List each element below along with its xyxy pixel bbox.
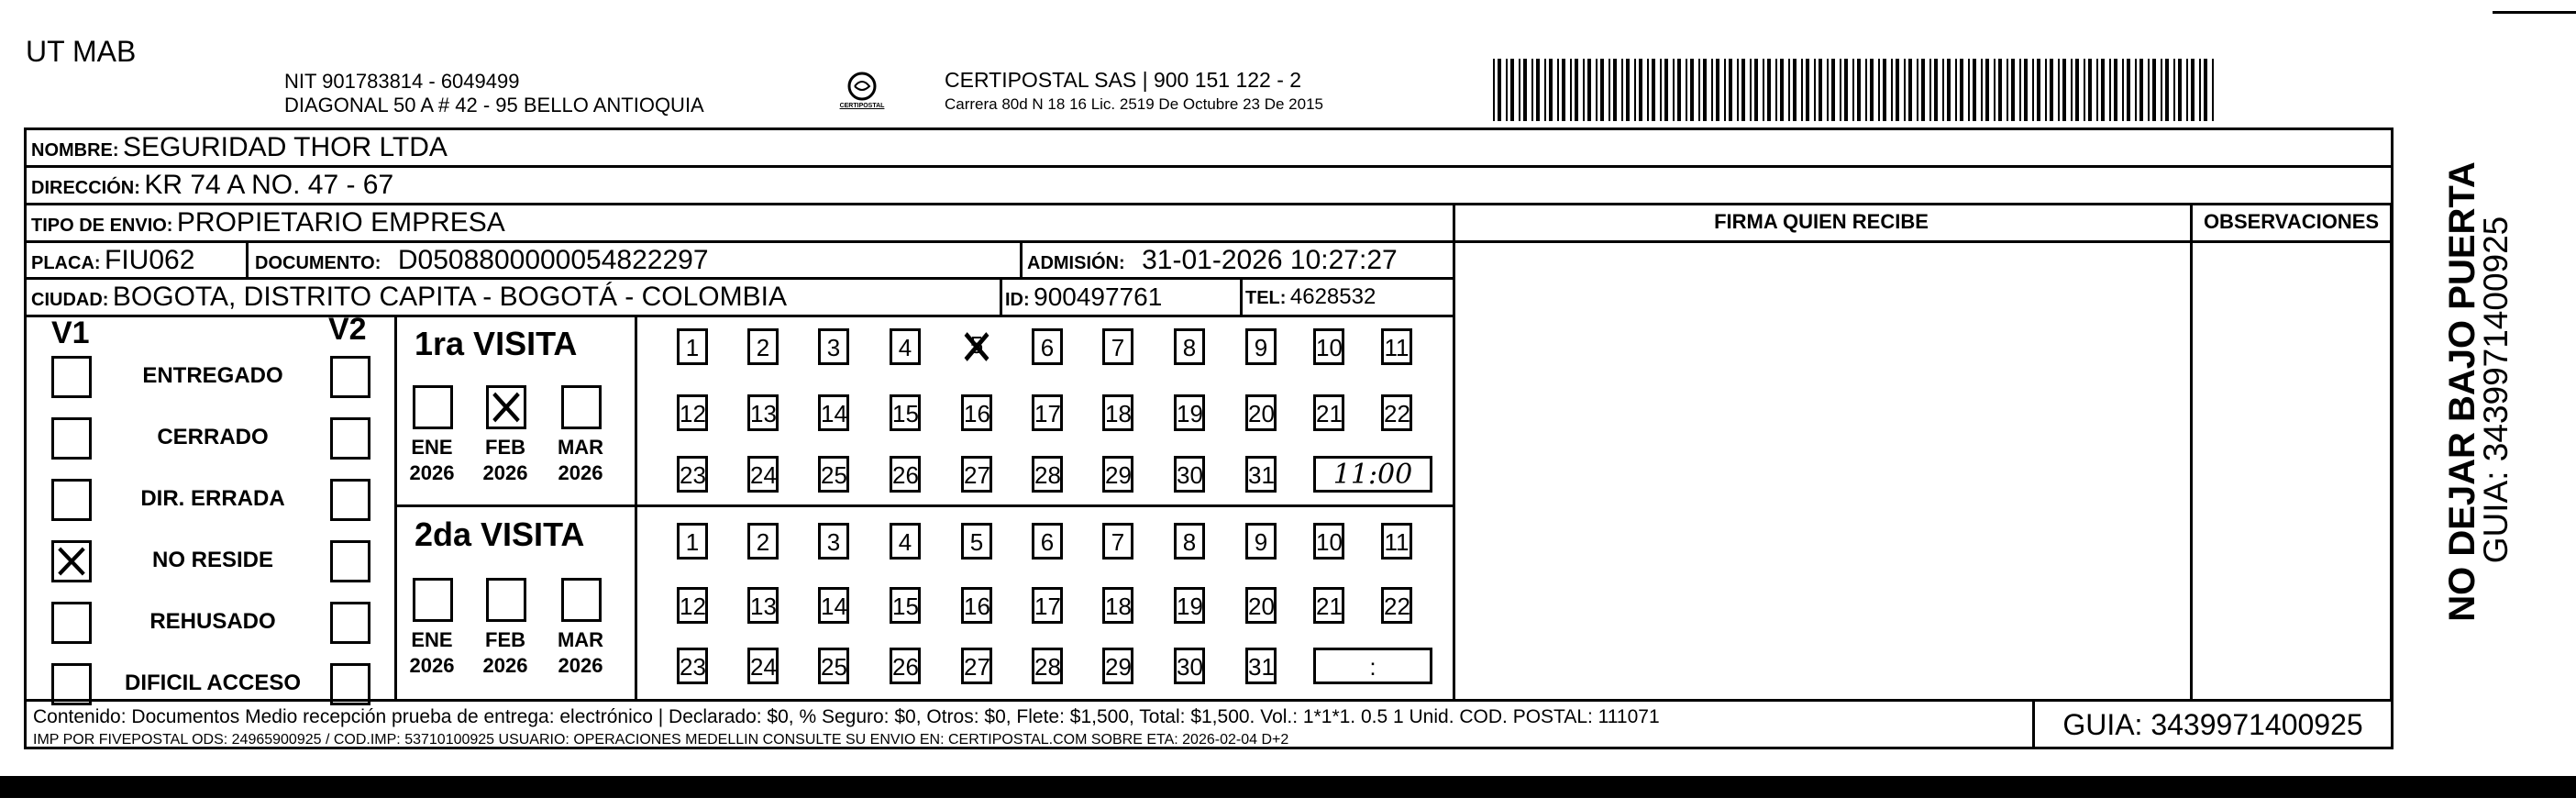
day-number: 5 — [969, 331, 984, 359]
day-box[interactable] — [747, 456, 779, 493]
firma-header: FIRMA QUIEN RECIBE — [1714, 210, 1929, 233]
v1-checkbox[interactable] — [51, 540, 92, 582]
day-number: 22 — [1384, 593, 1410, 620]
day-box[interactable] — [818, 648, 849, 684]
day-number: 27 — [964, 653, 990, 681]
v1-header: V1 — [51, 316, 90, 350]
day-box[interactable] — [747, 394, 779, 431]
day-number: 11 — [1384, 528, 1410, 556]
documento-label: DOCUMENTO: — [255, 253, 381, 273]
day-number: 10 — [1316, 334, 1343, 361]
day-number: 29 — [1105, 461, 1132, 489]
direccion-value: KR 74 A NO. 47 - 67 — [144, 170, 394, 200]
month-year: 2026 — [558, 654, 603, 677]
day-box[interactable] — [818, 456, 849, 493]
id-label: ID: — [1005, 290, 1030, 310]
day-number: 21 — [1316, 593, 1343, 620]
month-checkbox[interactable] — [413, 578, 453, 622]
month-year: 2026 — [482, 654, 528, 677]
month-label — [548, 435, 613, 486]
day-number: 28 — [1034, 461, 1061, 489]
month-year: 2026 — [482, 461, 528, 484]
status-label: CERRADO — [157, 425, 269, 449]
company-name: UT MAB — [26, 35, 137, 68]
tipo-value: PROPIETARIO EMPRESA — [176, 207, 505, 238]
footer-content-line: Contenido: Documentos Medio recepción prueba de entrega: electrónico | Declarado: $0, % Seguro: $0, Otros: $0, Flete: $1,500, Total: $1,500. Vol.: 1*1*1. 0.5 1 Unid. COD. POSTAL: 111071 — [33, 706, 1660, 727]
day-box[interactable] — [1102, 394, 1133, 431]
v2-checkbox[interactable] — [330, 356, 370, 398]
day-box[interactable] — [1102, 523, 1133, 560]
placa-label: PLACA: — [31, 253, 101, 273]
tel-cell — [1245, 273, 1376, 319]
day-box[interactable] — [1102, 456, 1133, 493]
bottom-bar — [0, 776, 2576, 798]
day-box[interactable] — [677, 456, 708, 493]
day-number: 20 — [1248, 400, 1275, 427]
day-number: 29 — [1105, 653, 1132, 681]
rule — [2190, 203, 2193, 701]
day-box[interactable] — [1245, 394, 1277, 431]
status-label: DIR. ERRADA — [140, 486, 285, 511]
tel-value: 4628532 — [1289, 284, 1376, 309]
rule — [1453, 203, 1455, 701]
day-number: 1 — [685, 334, 700, 361]
time-value: 11:00 — [1332, 459, 1413, 491]
observaciones-header: OBSERVACIONES — [2203, 210, 2380, 233]
day-box[interactable] — [890, 456, 921, 493]
month-label — [548, 627, 613, 679]
day-box[interactable] — [1245, 523, 1277, 560]
day-box[interactable] — [1313, 328, 1344, 365]
day-box[interactable] — [677, 394, 708, 431]
day-number: 25 — [821, 461, 847, 489]
day-box[interactable] — [1174, 587, 1205, 624]
day-box[interactable] — [677, 648, 708, 684]
status-label: ENTREGADO — [142, 363, 283, 388]
day-number: 18 — [1105, 400, 1132, 427]
v2-checkbox[interactable] — [330, 417, 370, 460]
day-number: 28 — [1034, 653, 1061, 681]
month-year: 2026 — [409, 461, 455, 484]
day-number: 26 — [892, 461, 919, 489]
day-box[interactable] — [1102, 648, 1133, 684]
day-number: 6 — [1040, 334, 1055, 361]
day-box[interactable] — [818, 394, 849, 431]
logo-caption: CERTIPOSTAL — [839, 103, 885, 109]
corner-line — [2493, 11, 2576, 14]
day-box[interactable] — [1032, 394, 1063, 431]
day-box[interactable] — [677, 587, 708, 624]
day-box[interactable] — [1245, 328, 1277, 365]
day-box[interactable] — [1032, 328, 1063, 365]
month-checkbox[interactable] — [486, 578, 526, 622]
day-box[interactable] — [1174, 456, 1205, 493]
status-label: DIFICIL ACCESO — [124, 670, 301, 695]
day-number: 17 — [1034, 400, 1061, 427]
day-number: 30 — [1177, 653, 1203, 681]
day-box[interactable] — [1032, 587, 1063, 624]
v1-checkbox[interactable] — [51, 356, 92, 398]
day-number: 10 — [1316, 528, 1343, 556]
footer-system-line: IMP POR FIVEPOSTAL ODS: 24965900925 / COD.IMP: 53710100925 USUARIO: OPERACIONES MEDELLIN CONSULTE SU ENVIO EN: CERTIPOSTAL.COM SOBRE ETA: 2026-02-04 D+2 — [33, 732, 1289, 748]
day-number: 31 — [1248, 653, 1275, 681]
day-number: 31 — [1248, 461, 1275, 489]
day-box[interactable] — [677, 523, 708, 560]
day-box[interactable] — [1313, 523, 1344, 560]
day-number: 1 — [685, 528, 700, 556]
day-number: 9 — [1254, 334, 1268, 361]
status-label: REHUSADO — [149, 609, 276, 634]
admision-label: ADMISIÓN: — [1027, 253, 1125, 273]
day-number: 16 — [964, 593, 990, 620]
day-box[interactable] — [1174, 328, 1205, 365]
ciudad-label: CIUDAD: — [31, 290, 109, 310]
day-box[interactable] — [890, 587, 921, 624]
second-visit-time[interactable] — [1313, 648, 1432, 684]
second-visit-title: 2da VISITA — [415, 515, 585, 553]
time-value: : — [1369, 653, 1376, 681]
day-number: 18 — [1105, 593, 1132, 620]
day-number: 17 — [1034, 593, 1061, 620]
day-number: 22 — [1384, 400, 1410, 427]
certipostal-logo — [830, 68, 894, 123]
sender-nit: NIT 901783814 - 6049499 — [284, 70, 520, 93]
sender-address: DIAGONAL 50 A # 42 - 95 BELLO ANTIOQUIA — [284, 94, 704, 116]
day-box[interactable] — [1245, 648, 1277, 684]
day-box[interactable] — [890, 328, 921, 365]
day-box[interactable] — [961, 523, 992, 560]
day-box[interactable] — [1245, 456, 1277, 493]
day-box[interactable] — [1102, 328, 1133, 365]
v1-checkbox[interactable] — [51, 663, 92, 705]
rule — [2390, 203, 2393, 701]
day-box[interactable] — [1381, 394, 1412, 431]
day-number: 30 — [1177, 461, 1203, 489]
nombre-value: SEGURIDAD THOR LTDA — [123, 132, 448, 162]
ciudad-cell — [31, 273, 787, 319]
v1-checkbox[interactable] — [51, 479, 92, 521]
day-box[interactable] — [961, 328, 992, 365]
day-box[interactable] — [1313, 394, 1344, 431]
rule — [394, 315, 397, 701]
day-number: 13 — [750, 400, 777, 427]
carrier-name: CERTIPOSTAL SAS | 900 151 122 - 2 — [945, 68, 1302, 92]
day-number: 27 — [964, 461, 990, 489]
v2-checkbox[interactable] — [330, 602, 370, 644]
day-box[interactable] — [1174, 394, 1205, 431]
day-box[interactable] — [1245, 587, 1277, 624]
day-box[interactable] — [818, 523, 849, 560]
month-name: MAR — [557, 436, 604, 459]
day-number: 15 — [892, 593, 919, 620]
v1-checkbox[interactable] — [51, 417, 92, 460]
day-box[interactable] — [1174, 523, 1205, 560]
footer-guia: GUIA: 3439971400925 — [2062, 708, 2363, 741]
day-box[interactable] — [747, 587, 779, 624]
day-number: 24 — [750, 653, 777, 681]
day-box[interactable] — [961, 648, 992, 684]
rule — [635, 315, 637, 701]
direccion-label: DIRECCIÓN: — [31, 178, 140, 198]
day-number: 3 — [826, 528, 841, 556]
day-box[interactable] — [1032, 456, 1063, 493]
day-number: 7 — [1111, 334, 1125, 361]
day-box[interactable] — [747, 328, 779, 365]
first-visit-time[interactable] — [1313, 456, 1432, 493]
month-year: 2026 — [409, 654, 455, 677]
day-number: 23 — [680, 461, 706, 489]
day-number: 2 — [756, 334, 770, 361]
day-number: 12 — [680, 593, 706, 620]
day-number: 9 — [1254, 528, 1268, 556]
day-number: 12 — [680, 400, 706, 427]
month-name: ENE — [411, 628, 453, 651]
ciudad-value: BOGOTA, DISTRITO CAPITA - BOGOTÁ - COLOMBIA — [112, 282, 787, 312]
nombre-label: NOMBRE: — [31, 140, 119, 161]
day-number: 13 — [750, 593, 777, 620]
day-number: 8 — [1182, 528, 1197, 556]
month-name: MAR — [557, 628, 604, 651]
first-visit-title: 1ra VISITA — [415, 325, 578, 362]
day-number: 2 — [756, 528, 770, 556]
month-label — [473, 435, 537, 486]
status-label: NO RESIDE — [151, 548, 274, 572]
month-year: 2026 — [558, 461, 603, 484]
day-box[interactable] — [677, 328, 708, 365]
day-box[interactable] — [961, 587, 992, 624]
day-box[interactable] — [1381, 523, 1412, 560]
day-number: 15 — [892, 400, 919, 427]
day-box[interactable] — [961, 394, 992, 431]
day-number: 16 — [964, 400, 990, 427]
month-checkbox[interactable] — [561, 578, 602, 622]
day-box[interactable] — [818, 328, 849, 365]
day-number: 19 — [1177, 593, 1203, 620]
tel-label: TEL: — [1245, 288, 1287, 308]
day-number: 11 — [1384, 334, 1410, 361]
tipo-label: TIPO DE ENVIO: — [31, 216, 173, 236]
day-box[interactable] — [1102, 587, 1133, 624]
side-text — [2412, 161, 2513, 674]
day-box[interactable] — [890, 394, 921, 431]
documento-value: D0508800000054822297 — [397, 245, 709, 275]
barcode — [1493, 59, 2217, 121]
day-box[interactable] — [818, 587, 849, 624]
day-number: 8 — [1182, 334, 1197, 361]
day-box[interactable] — [1381, 328, 1412, 365]
id-cell — [1005, 273, 1162, 319]
rule — [394, 504, 1454, 507]
day-box[interactable] — [747, 523, 779, 560]
day-number: 26 — [892, 653, 919, 681]
month-label — [400, 435, 464, 486]
day-number: 4 — [898, 334, 912, 361]
v2-checkbox[interactable] — [330, 479, 370, 521]
month-name: ENE — [411, 436, 453, 459]
month-name: FEB — [485, 436, 525, 459]
no-dejar-warning: NO DEJAR BAJO PUERTA — [2442, 161, 2482, 622]
day-number: 19 — [1177, 400, 1203, 427]
v1-checkbox[interactable] — [51, 602, 92, 644]
day-box[interactable] — [890, 523, 921, 560]
id-value: 900497761 — [1034, 283, 1163, 311]
carrier-address: Carrera 80d N 18 16 Lic. 2519 De Octubre 23 De 2015 — [945, 95, 1323, 113]
day-number: 4 — [898, 528, 912, 556]
day-box[interactable] — [1313, 587, 1344, 624]
day-number: 6 — [1040, 528, 1055, 556]
day-box[interactable] — [747, 648, 779, 684]
day-number: 20 — [1248, 593, 1275, 620]
v2-checkbox[interactable] — [330, 540, 370, 582]
placa-value: FIU062 — [105, 245, 195, 275]
day-box[interactable] — [1381, 587, 1412, 624]
day-number: 14 — [821, 593, 847, 620]
admision-value: 31-01-2026 10:27:27 — [1142, 245, 1398, 275]
v2-header: V2 — [328, 312, 367, 347]
day-number: 14 — [821, 400, 847, 427]
day-number: 25 — [821, 653, 847, 681]
day-number: 7 — [1111, 528, 1125, 556]
side-guia: GUIA: 3439971400925 — [2477, 216, 2515, 564]
month-checkbox[interactable] — [561, 385, 602, 429]
month-label — [400, 627, 464, 679]
day-number: 21 — [1316, 400, 1343, 427]
rule — [1000, 277, 1002, 316]
month-name: FEB — [485, 628, 525, 651]
v2-checkbox[interactable] — [330, 663, 370, 705]
day-box[interactable] — [961, 456, 992, 493]
month-checkbox[interactable] — [486, 385, 526, 429]
day-number: 23 — [680, 653, 706, 681]
month-label — [473, 627, 537, 679]
month-checkbox[interactable] — [413, 385, 453, 429]
day-box[interactable] — [1032, 648, 1063, 684]
day-box[interactable] — [890, 648, 921, 684]
day-box[interactable] — [1032, 523, 1063, 560]
day-number: 3 — [826, 334, 841, 361]
day-number: 24 — [750, 461, 777, 489]
day-box[interactable] — [1174, 648, 1205, 684]
day-number: 5 — [969, 528, 984, 556]
rule — [1240, 277, 1243, 316]
